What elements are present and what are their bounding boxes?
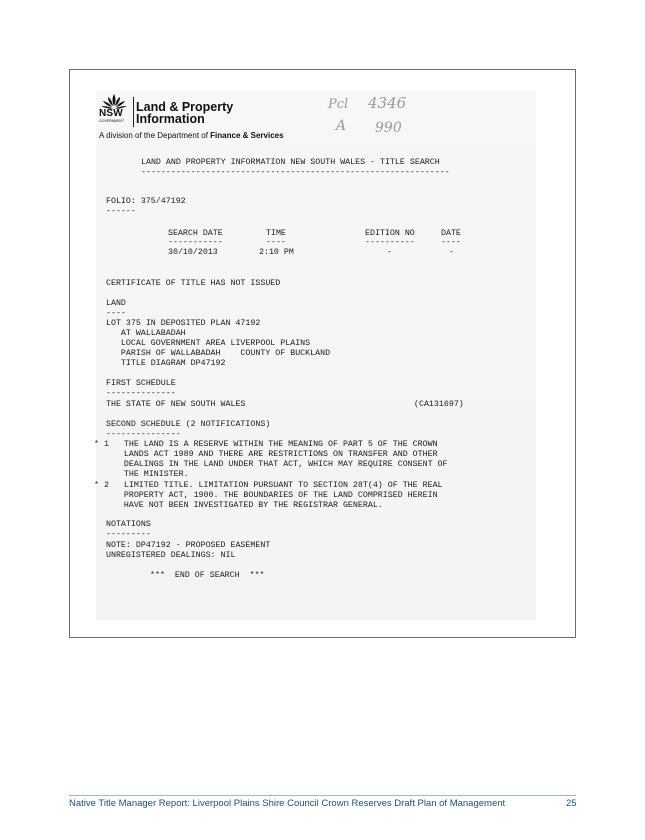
land-rule: ----: [106, 309, 126, 318]
col-rule-edition-no: ----------: [365, 238, 415, 247]
cell-time: 2:10 PM: [259, 248, 294, 257]
land-line: AT WALLABADAH: [106, 329, 186, 338]
notification-line: * 2 LIMITED TITLE. LIMITATION PURSUANT TO SECTION 28T(4) OF THE REAL: [94, 481, 443, 490]
col-date: DATE: [441, 229, 461, 238]
org-name-line-2: Information: [136, 112, 205, 126]
page-number: 25: [566, 798, 577, 809]
notations-heading: NOTATIONS: [106, 520, 151, 529]
search-heading-rule: --------------------------------------------------------------: [141, 168, 450, 177]
land-line: PARISH OF WALLABADAH COUNTY OF BUCKLAND: [106, 349, 331, 358]
land-line: LOT 375 IN DEPOSITED PLAN 47192: [106, 319, 261, 328]
second-schedule-heading: SECOND SCHEDULE (2 NOTIFICATIONS): [106, 420, 271, 429]
search-heading: LAND AND PROPERTY INFORMATION NEW SOUTH WALES - TITLE SEARCH: [141, 158, 440, 167]
col-search-date: SEARCH DATE: [168, 229, 223, 238]
land-line: LOCAL GOVERNMENT AREA LIVERPOOL PLAINS: [106, 339, 311, 348]
notation-line: UNREGISTERED DEALINGS: NIL: [106, 551, 236, 560]
notification-line: HAVE NOT BEEN INVESTIGATED BY THE REGISTRAR GENERAL.: [94, 501, 383, 510]
col-rule-time: ----: [266, 238, 286, 247]
logo-subtext: GOVERNMENT: [99, 119, 125, 123]
division-dept: Finance & Services: [210, 131, 284, 140]
footer-divider: [69, 795, 576, 796]
folio: FOLIO: 375/47192: [106, 197, 186, 206]
col-rule-search-date: -----------: [168, 238, 223, 247]
first-schedule-rule: --------------: [106, 389, 176, 398]
footer-title: Native Title Manager Report: Liverpool Plains Shire Council Crown Reserves Draft Plan of Management: [69, 798, 506, 809]
owner-reference: (CA131697): [414, 400, 464, 409]
division-prefix: A division of the Department of: [99, 131, 211, 140]
certificate-status: CERTIFICATE OF TITLE HAS NOT ISSUED: [106, 279, 281, 288]
notification-line: PROPERTY ACT, 1900. THE BOUNDARIES OF THE LAND COMPRISED HEREIN: [94, 491, 438, 500]
notification-line: DEALINGS IN THE LAND UNDER THAT ACT, WHICH MAY REQUIRE CONSENT OF: [94, 460, 448, 469]
handwriting-a-number: 990: [375, 120, 402, 136]
notification-line: LANDS ACT 1989 AND THERE ARE RESTRICTIONS ON TRANSFER AND OTHER: [94, 450, 438, 459]
col-time: TIME: [266, 229, 286, 238]
cell-date: -: [449, 248, 454, 257]
handwriting-pcl-number: 4346: [368, 94, 407, 112]
division-line: [99, 131, 284, 140]
col-rule-date: ----: [441, 238, 461, 247]
handwriting-pcl: Pcl: [328, 97, 349, 112]
first-schedule-heading: FIRST SCHEDULE: [106, 379, 176, 388]
notation-line: NOTE: DP47192 - PROPOSED EASEMENT: [106, 541, 271, 550]
notification-line: THE MINISTER.: [94, 470, 189, 479]
land-heading: LAND: [106, 299, 126, 308]
logo-text: NSW: [99, 108, 123, 119]
end-of-search: *** END OF SEARCH ***: [150, 571, 265, 580]
notations-rule: ---------: [106, 530, 151, 539]
land-line: TITLE DIAGRAM DP47192: [106, 359, 226, 368]
registered-owner: THE STATE OF NEW SOUTH WALES: [106, 400, 246, 409]
cell-search-date: 30/10/2013: [168, 248, 218, 257]
col-edition-no: EDITION NO: [365, 229, 415, 238]
cell-edition-no: -: [387, 248, 392, 257]
org-name: [136, 101, 233, 125]
notification-line: * 1 THE LAND IS A RESERVE WITHIN THE MEANING OF PART 5 OF THE CROWN: [94, 440, 438, 449]
handwriting-a: A: [336, 118, 347, 134]
org-name-line-1: Land & Property: [136, 100, 234, 114]
second-schedule-rule: ---------------: [106, 430, 181, 439]
folio-rule: ------: [106, 207, 136, 216]
logo-divider: [133, 97, 134, 127]
